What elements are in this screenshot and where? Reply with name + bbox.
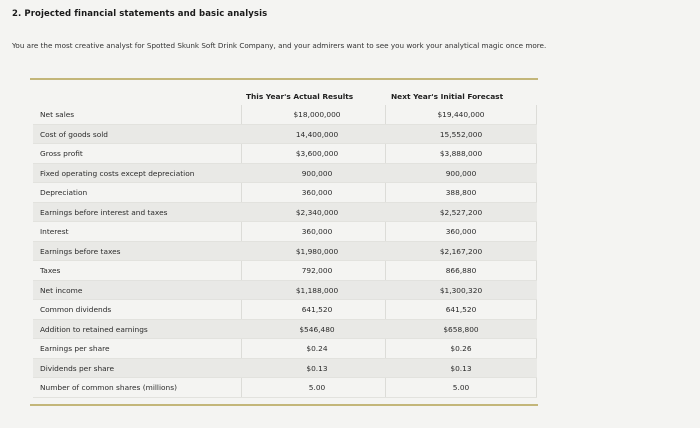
actual-value: 360,000 <box>301 188 333 197</box>
row-label: Net sales <box>40 110 75 119</box>
row-label: Cost of goods sold <box>40 129 108 139</box>
row-label: Dividends per share <box>40 363 115 373</box>
table-row <box>33 183 537 203</box>
forecast-value: $3,888,000 <box>439 149 483 158</box>
actual-value: 900,000 <box>301 168 333 178</box>
financial-statement-table <box>33 89 537 398</box>
table-row <box>33 164 537 184</box>
actual-value: $3,600,000 <box>295 149 339 158</box>
forecast-value: $0.13 <box>450 363 472 373</box>
actual-value: 360,000 <box>301 227 333 236</box>
table-row <box>33 281 537 301</box>
actual-value: $0.24 <box>306 344 328 353</box>
row-label: Earnings before interest and taxes <box>40 207 168 217</box>
section-heading: 2. Projected financial statements and basic analysis <box>12 9 268 19</box>
row-label: Earnings per share <box>40 344 110 353</box>
header-actual: This Year's Actual Results <box>246 92 354 101</box>
forecast-value: 641,520 <box>445 305 477 314</box>
table-row <box>33 144 537 164</box>
row-label: Depreciation <box>40 188 88 197</box>
intro-text: You are the most creative analyst for Spotted Skunk Soft Drink Company, and your admirers want to see you work your analytical magic once more. <box>12 41 547 50</box>
table-top-rule <box>30 78 538 80</box>
row-label: Fixed operating costs except depreciation <box>40 168 195 178</box>
table-row <box>33 242 537 262</box>
forecast-value: $2,527,200 <box>439 207 483 217</box>
table-row <box>33 300 537 320</box>
forecast-value: 15,552,000 <box>439 129 483 139</box>
forecast-value: $0.26 <box>450 344 472 353</box>
table-row <box>33 222 537 242</box>
row-label: Earnings before taxes <box>40 246 121 256</box>
row-label: Net income <box>40 285 83 295</box>
header-forecast: Next Year's Initial Forecast <box>391 92 504 101</box>
actual-value: $1,188,000 <box>295 285 339 295</box>
table-row <box>33 359 537 379</box>
forecast-value: 5.00 <box>452 383 470 392</box>
table-row <box>33 320 537 340</box>
forecast-value: 900,000 <box>445 168 477 178</box>
row-label: Interest <box>40 227 69 236</box>
forecast-value: 866,880 <box>445 266 477 275</box>
row-label: Common dividends <box>40 305 112 314</box>
actual-value: 14,400,000 <box>295 129 339 139</box>
table-bottom-rule <box>30 404 538 406</box>
forecast-value: 360,000 <box>445 227 477 236</box>
table-row <box>33 203 537 223</box>
actual-value: $18,000,000 <box>293 110 341 119</box>
table-row <box>33 378 537 398</box>
table-row <box>33 339 537 359</box>
table-row <box>33 261 537 281</box>
forecast-value: $19,440,000 <box>437 110 485 119</box>
row-label: Addition to retained earnings <box>40 324 148 334</box>
forecast-value: $2,167,200 <box>439 246 483 256</box>
forecast-value: 388,800 <box>445 188 477 197</box>
actual-value: 5.00 <box>308 383 326 392</box>
actual-value: 641,520 <box>301 305 333 314</box>
table-row <box>33 125 537 145</box>
actual-value: $2,340,000 <box>295 207 339 217</box>
actual-value: $1,980,000 <box>295 246 339 256</box>
forecast-value: $658,800 <box>443 324 479 334</box>
row-label: Taxes <box>40 266 61 275</box>
row-label: Number of common shares (millions) <box>40 383 177 392</box>
table-body <box>33 105 537 398</box>
forecast-value: $1,300,320 <box>439 285 483 295</box>
actual-value: 792,000 <box>301 266 333 275</box>
actual-value: $546,480 <box>299 324 335 334</box>
table-row <box>33 105 537 125</box>
actual-value: $0.13 <box>306 363 328 373</box>
table-header <box>33 89 537 105</box>
row-label: Gross profit <box>40 149 83 158</box>
